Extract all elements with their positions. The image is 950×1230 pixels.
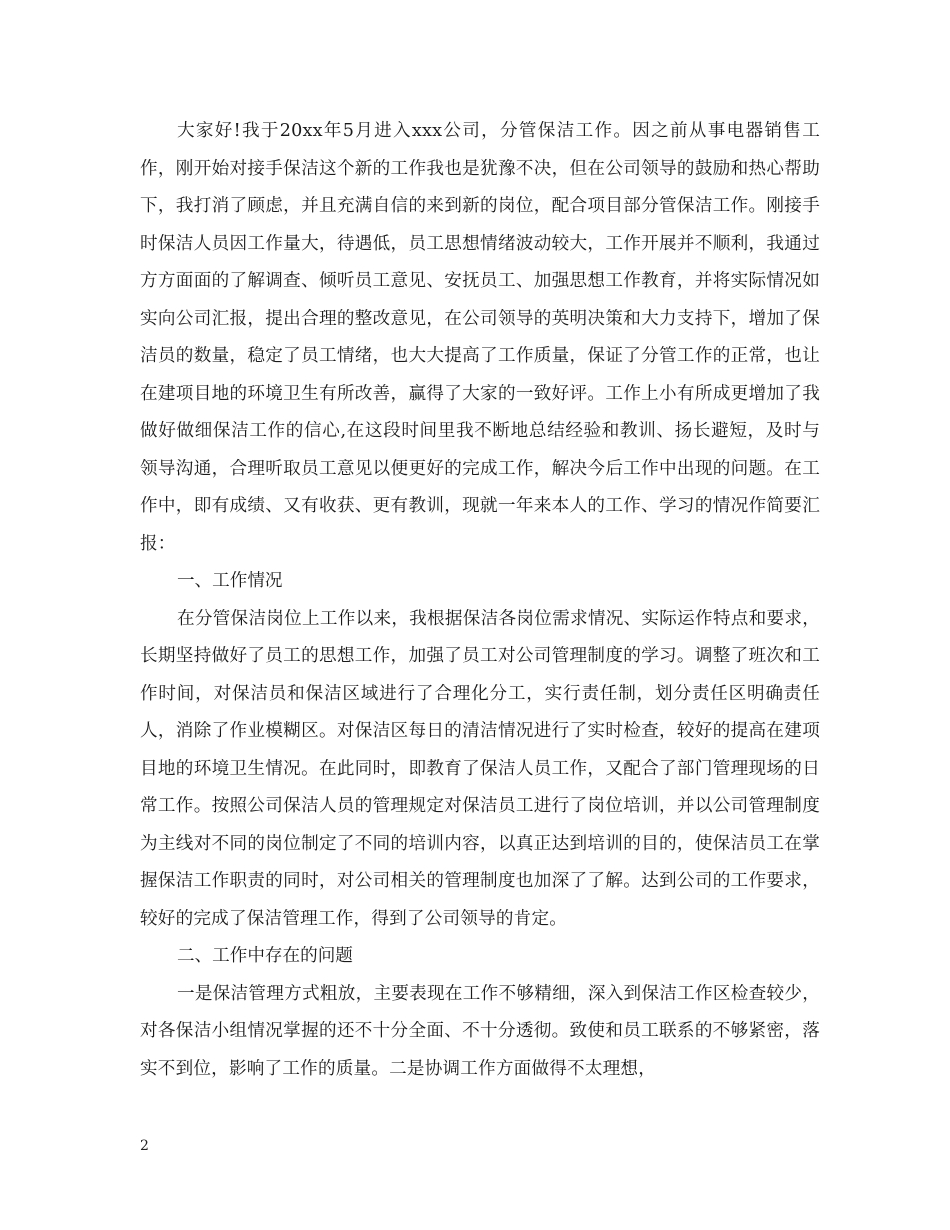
section-heading-work-situation: 一、工作情况 — [176, 571, 283, 591]
section-heading-problems: 二、工作中存在的问题 — [176, 946, 353, 966]
problems-paragraph: 一是保洁管理方式粗放，主要表现在工作不够精细，深入到保洁工作区检查较少，对各保洁小组情况掌握的还不十分全面、不十分透彻。致使和员工联系的不够紧密，落实不到位，影响了工作的质量。二是协调工作方面做得不太理想， — [140, 983, 820, 1079]
document-body — [140, 113, 820, 1088]
intro-paragraph: 大家好!我于20xx年5月进入xxx公司，分管保洁工作。因之前从事电器销售工作，刚开始对接手保洁这个新的工作我也是犹豫不决，但在公司领导的鼓励和热心帮助下，我打消了顾虑，并且充满自信的来到新的岗位，配合项目部分管保洁工作。刚接手时保洁人员因工作量大，待遇低，员工思想情绪波动较大，工作开展并不顺利，我通过方方面面的了解调查、倾听员工意见、安抚员工、加强思想工作教育，并将实际情况如实向公司汇报，提出合理的整改意见，在公司领导的英明决策和大力支持下，增加了保洁员的数量，稳定了员工情绪，也大大提高了工作质量，保证了分管工作的正常，也让在建项目地的环境卫生有所改善，赢得了大家的一致好评。工作上小有所成更增加了我做好做细保洁工作的信心,在这段时间里我不断地总结经验和教训、扬长避短，及时与领导沟通，合理听取员工意见以便更好的完成工作，解决今后工作中出现的问题。在工作中，即有成绩、又有收获、更有教训，现就一年来本人的工作、学习的情况作简要汇报： — [140, 121, 820, 554]
page-number: 2 — [140, 1138, 149, 1154]
work-situation-paragraph: 在分管保洁岗位上工作以来，我根据保洁各岗位需求情况、实际运作特点和要求，长期坚持做好了员工的思想工作，加强了员工对公司管理制度的学习。调整了班次和工作时间，对保洁员和保洁区域进行了合理化分工，实行责任制，划分责任区明确责任人，消除了作业模糊区。对保洁区每日的清洁情况进行了实时检查，较好的提高在建项目地的环境卫生情况。在此同时，即教育了保洁人员工作，又配合了部门管理现场的日常工作。按照公司保洁人员的管理规定对保洁员工进行了岗位培训，并以公司管理制度为主线对不同的岗位制定了不同的培训内容，以真正达到培训的目的，使保洁员工在掌握保洁工作职责的同时，对公司相关的管理制度也加深了了解。达到公司的工作要求，较好的完成了保洁管理工作，得到了公司领导的肯定。 — [140, 608, 820, 929]
